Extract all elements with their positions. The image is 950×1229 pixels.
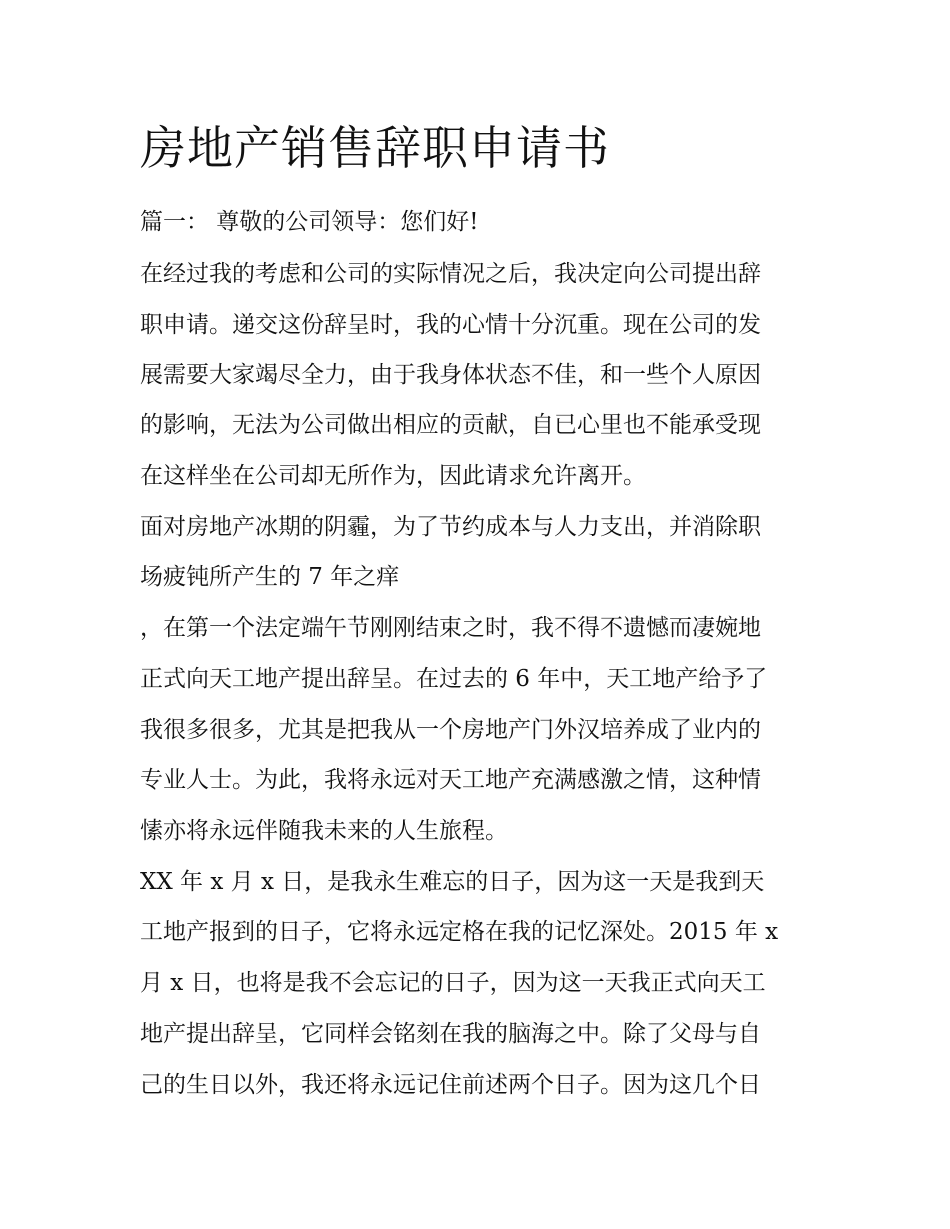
text-line: 职申请。递交这份辞呈时，我的心情十分沉重。现在公司的发: [140, 312, 761, 338]
text-line: 正式向天工地产提出辞呈。在过去的 6 年中，天工地产给予了: [140, 666, 768, 692]
text-line: 我很多很多，尤其是把我从一个房地产门外汉培养成了业内的: [140, 717, 761, 743]
text-line: 场疲钝所产生的 7 年之痒: [140, 564, 400, 590]
document-title: 房地产销售辞职申请书: [140, 121, 610, 175]
text-line: 地产提出辞呈，它同样会铭刻在我的脑海之中。除了父母与自: [140, 1021, 761, 1047]
text-line: 面对房地产冰期的阴霾，为了节约成本与人力支出，并消除职: [140, 514, 761, 540]
text-line: 愫亦将永远伴随我未来的人生旅程。: [140, 818, 508, 844]
text-line: 篇一： 尊敬的公司领导：您们好!: [140, 209, 479, 235]
text-line: 工地产报到的日子，它将永远定格在我的记忆深处。2015 年 x: [140, 919, 779, 945]
text-line: ，在第一个法定端午节刚刚结束之时，我不得不遗憾而凄婉地: [140, 615, 761, 641]
text-line: 月 x 日，也将是我不会忘记的日子，因为这一天我正式向天工: [140, 970, 766, 996]
text-line: 的影响，无法为公司做出相应的贡献，自已心里也不能承受现: [140, 412, 761, 438]
text-line: 己的生日以外，我还将永远记住前述两个日子。因为这几个日: [140, 1072, 761, 1098]
text-line: 展需要大家竭尽全力，由于我身体状态不佳，和一些个人原因: [140, 362, 761, 388]
text-line: 在这样坐在公司却无所作为，因此请求允许离开。: [140, 463, 646, 489]
text-line: 专业人士。为此，我将永远对天工地产充满感激之情，这种情: [140, 767, 761, 793]
text-line: XX 年 x 月 x 日，是我永生难忘的日子，因为这一天是我到天: [140, 869, 765, 895]
text-line: 在经过我的考虑和公司的实际情况之后，我决定向公司提出辞: [140, 261, 761, 287]
